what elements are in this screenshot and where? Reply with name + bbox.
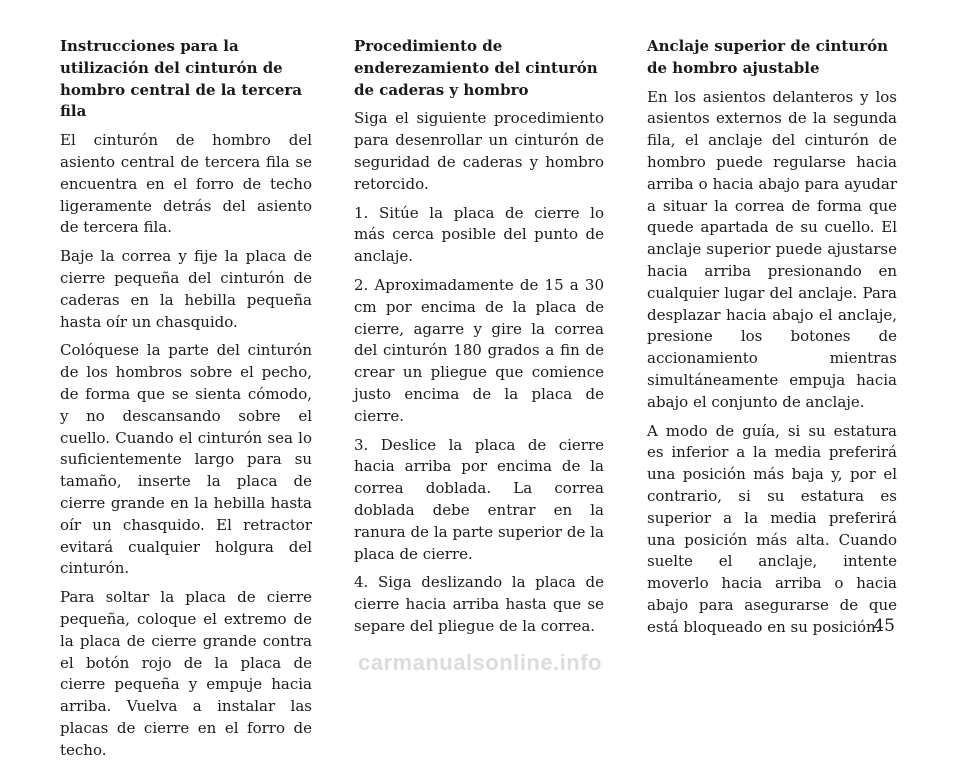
section-heading-untwisting-procedure: Procedimiento de enderezamiento del cinturón de caderas y hombro <box>354 37 598 99</box>
section-heading-adjustable-anchorage: Anclaje superior de cinturón de hombro ajustable <box>647 37 889 77</box>
step-4: 4. Siga deslizando la placa de cierre hacia arriba hasta que se separe del pliegue de la correa. <box>354 573 604 635</box>
paragraph: Baje la correa y fije la placa de cierre pequeña del cinturón de caderas en la hebilla pequeña hasta oír un chasquido. <box>60 247 312 331</box>
section-heading-third-row-belt: Instrucciones para la utilización del cinturón de hombro central de la tercera fila <box>60 37 303 121</box>
step-2: 2. Aproximadamente de 15 a 30 cm por encima de la placa de cierre, agarre y gire la correa del cinturón 180 grados a fin de crear un pliegue que comience justo encima de la placa de cierre. <box>354 275 604 425</box>
paragraph: A modo de guía, si su estatura es inferior a la media preferirá una posición más baja y, por el contrario, si su estatura es superior a la media preferirá una posición más alta. Cuando suelte el anclaje, intente moverlo hacia arriba o hacia abajo para asegurarse de que está bloqueado en su posición. <box>647 421 897 636</box>
column-middle <box>354 36 604 645</box>
paragraph: Colóquese la parte del cinturón de los hombros sobre el pecho, de forma que se sienta cómodo, y no descansando sobre el cuello. Cuando el cinturón sea lo suficientemente largo para su tamaño, inserte la placa de cierre grande en la hebilla hasta oír un chasquido. El retractor evitará cualquier holgura del cinturón. <box>60 341 312 578</box>
column-right <box>647 36 897 646</box>
paragraph: En los asientos delanteros y los asientos externos de la segunda fila, el anclaje del cinturón de hombro puede regularse hacia arriba o hacia abajo para ayudar a situar la correa de forma que quede apartada de su cuello. El anclaje superior puede ajustarse hacia arriba presionando en cualquier lugar del anclaje. Para desplazar hacia abajo el anclaje, presione los botones de accionamiento mientras simultáneamente empuja hacia abajo el conjunto de anclaje. <box>647 87 897 411</box>
paragraph: El cinturón de hombro del asiento central de tercera fila se encuentra en el forro de techo ligeramente detrás del asiento de tercera fila. <box>60 131 312 237</box>
step-3: 3. Deslice la placa de cierre hacia arriba por encima de la correa doblada. La correa doblada debe entrar en la ranura de la parte superior de la placa de cierre. <box>354 435 604 563</box>
paragraph: Siga el siguiente procedimiento para desenrollar un cinturón de seguridad de caderas y hombro retorcido. <box>354 109 604 193</box>
watermark: carmanualsonline.info <box>358 650 602 675</box>
step-1: 1. Sitúe la placa de cierre lo más cerca posible del punto de anclaje. <box>354 203 604 266</box>
page-number: 45 <box>873 616 895 636</box>
paragraph: Para soltar la placa de cierre pequeña, coloque el extremo de la placa de cierre grande contra el botón rojo de la placa de cierre pequeña y empuje hacia arriba. Vuelva a instalar las placas de cierre en el forro de techo. <box>60 588 312 759</box>
